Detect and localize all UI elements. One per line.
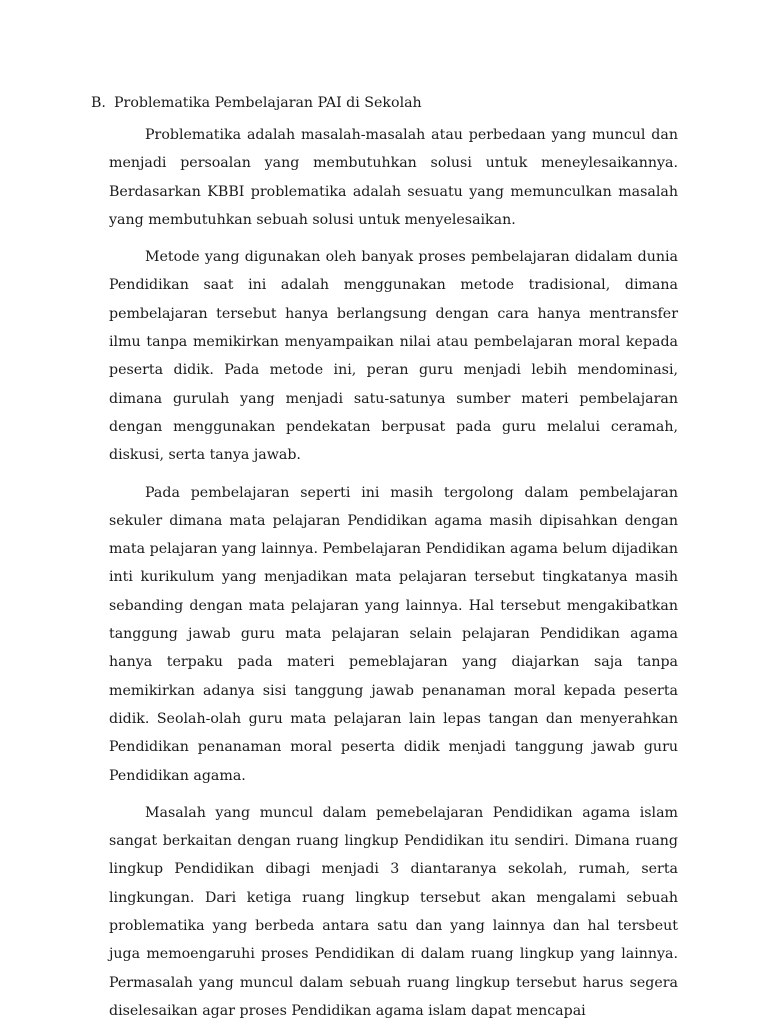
paragraph-4: Masalah yang muncul dalam pemebelajaran Pendidikan agama islam sangat berkaitan dengan ruang lingkup Pendidikan itu sendiri. Dimana ruang lingkup Pendidikan dibagi menjadi 3 diantaranya sekolah, rumah, serta lingkungan. Dari ketiga ruang lingkup tersebut akan mengalami sebuah problematika yang berbeda antara satu dan yang lainnya dan hal tersbeut juga memoengaruhi proses Pendidikan di dalam ruang lingkup yang lainnya. Permasalah yang muncul dalam sebuah ruang lingkup tersebut harus segera diselesaikan agar proses Pendidikan agama islam dapat mencapai	[109, 804, 678, 1019]
paragraph-3: Pada pembelajaran seperti ini masih tergolong dalam pembelajaran sekuler dimana mata pelajaran Pendidikan agama masih dipisahkan dengan mata pelajaran yang lainnya. Pembelajaran Pendidikan agama belum dijadikan inti kurikulum yang menjadikan mata pelajaran tersebut tingkatanya masih sebanding dengan mata pelajaran yang lainnya. Hal tersebut mengakibatkan tanggung jawab guru mata pelajaran selain pelajaran Pendidikan agama hanya terpaku pada materi pemeblajaran yang diajarkan saja tanpa memikirkan adanya sisi tanggung jawab penanaman moral kepada peserta didik. Seolah-olah guru mata pelajaran lain lepas tangan dan menyerahkan Pendidikan penanaman moral peserta didik menjadi tanggung jawab guru Pendidikan agama.	[109, 484, 678, 784]
section-heading	[91, 92, 678, 114]
paragraph-2: Metode yang digunakan oleh banyak proses pembelajaran didalam dunia Pendidikan saat ini adalah menggunakan metode tradisional, dimana pembelajaran tersebut hanya berlangsung dengan cara hanya mentransfer ilmu tanpa memikirkan menyampaikan nilai atau pembelajaran moral kepada peserta didik. Pada metode ini, peran guru menjadi lebih mendominasi, dimana gurulah yang menjadi satu-satunya sumber materi pembelajaran dengan menggunakan pendekatan berpusat pada guru melalui ceramah, diskusi, serta tanya jawab.	[109, 249, 678, 464]
section-title: Problematika Pembelajaran PAI di Sekolah	[114, 95, 422, 111]
document-body	[91, 92, 678, 1034]
paragraph-1: Problematika adalah masalah-masalah atau perbedaan yang muncul dan menjadi persoalan yang membutuhkan solusi untuk meneylesaikannya. Berdasarkan KBBI problematika adalah sesuatu yang memunculkan masalah yang membutuhkan sebuah solusi untuk menyelesaikan.	[109, 127, 678, 228]
section-marker: B.	[91, 95, 106, 111]
